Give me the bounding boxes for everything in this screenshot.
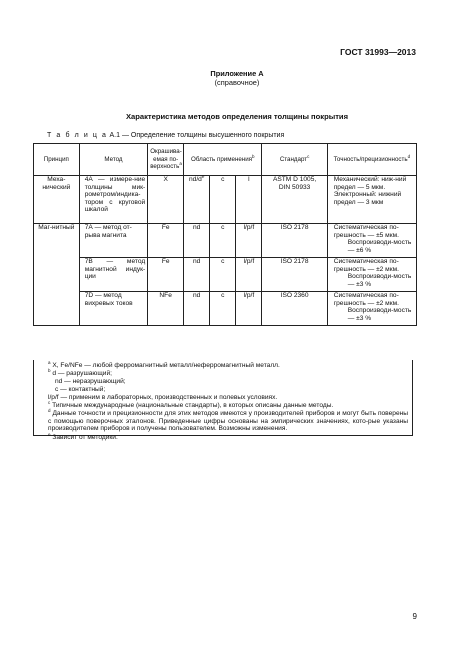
cell-standard: ISO 2178: [262, 258, 327, 292]
cell-method: 7В — метод магнитной индук-ции: [79, 258, 148, 292]
cell-standard: [262, 176, 327, 224]
cell-accuracy: [327, 224, 416, 258]
footnote-b2: nd — неразрушающий;: [55, 378, 126, 385]
cell-area3: l/p/f: [236, 258, 262, 292]
page-number: 9: [412, 612, 417, 621]
appendix-subtitle: (справочное): [214, 78, 260, 87]
cell-area2: c: [210, 224, 236, 258]
header-accuracy: [327, 144, 416, 176]
appendix-title: Приложение А: [210, 69, 264, 78]
footnote-d-text: Данные точности и прецизионности для этих методов имеются у производителей приборов и могут быть поверены с помощью поверочных эталонов. Приведенные цифры основаны на эмпирических значениях, кото-рые указаны производителем приборов и получены пользователем. Возможны изменения.: [48, 410, 408, 433]
header-area-sup: b: [252, 153, 255, 159]
appendix-heading: [0, 69, 474, 87]
cell-surface: NFe: [148, 292, 184, 326]
footnote-e-text: Зависит от методики.: [52, 434, 118, 441]
footnote-a-text: X, Fe/NFe — любой ферромагнитный металл/неферромагнитный металл.: [52, 362, 280, 369]
table-caption-label: Т а б л и ц а: [47, 132, 108, 139]
methods-table: [33, 143, 417, 326]
footnote-c-text: Типичные международные (национальные стандарты), в которых описаны данные методы.: [52, 402, 334, 409]
cell-accuracy-a: Систематическая по-грешность — ±5 мкм.: [333, 224, 399, 239]
table-row: [34, 292, 417, 326]
cell-method: 7А — метод от-рыва магнита: [79, 224, 148, 258]
footnote-e: [48, 431, 408, 442]
cell-standard-line2: DIN 50933: [278, 183, 311, 191]
footnote-d: [48, 407, 408, 433]
footnote-d-mark: d: [48, 407, 51, 413]
cell-area3: l/p/f: [236, 292, 262, 326]
doc-number: ГОСТ 31993—2013: [340, 47, 416, 57]
footnote-c: [48, 399, 408, 410]
table-caption: [47, 132, 284, 139]
cell-area2: c: [210, 292, 236, 326]
header-area-text: Область применения: [191, 155, 253, 163]
header-standard: [262, 144, 327, 176]
cell-accuracy-a: Систематическая по-грешность — ±2 мкм.: [333, 258, 399, 273]
cell-area1: nd: [184, 292, 210, 326]
cell-accuracy: Механический: ниж-ний предел — 5 мкм. Электронный: нижний предел — 3 мкм: [327, 176, 416, 224]
cell-surface: X: [148, 176, 184, 224]
footnote-b3: с — контактный;: [55, 386, 106, 393]
cell-accuracy-b: Воспроизводи-мость — ±3 %: [347, 307, 412, 322]
cell-accuracy: [327, 258, 416, 292]
table-row: [34, 224, 417, 258]
section-title: Характеристика методов определения толщины покрытия: [125, 112, 349, 121]
footnote-e-mark: e: [48, 431, 51, 437]
footnote-b: [48, 367, 408, 378]
header-method: Метод: [79, 144, 148, 176]
header-standard-sup: c: [307, 153, 310, 159]
header-surface-text: Окрашива-емая по-верхность: [150, 148, 182, 171]
table-row: [34, 176, 417, 224]
cell-area3: l: [236, 176, 262, 224]
cell-area1: [184, 173, 210, 224]
footnote-b-text: d — разрушающий;: [52, 370, 112, 377]
footnote-a: [48, 359, 408, 370]
footnote-c-mark: c: [48, 399, 51, 405]
cell-method: 7D — метод вихревых токов: [79, 292, 148, 326]
header-principle: Принцип: [34, 144, 80, 176]
cell-area2: c: [210, 176, 236, 224]
cell-surface: Fe: [148, 224, 184, 258]
cell-method: 4А — измере-ние толщины мик-рометром/индика-тором с круговой шкалой: [79, 176, 148, 224]
cell-standard: ISO 2360: [262, 292, 327, 326]
cell-area1: nd: [184, 224, 210, 258]
cell-standard: ISO 2178: [262, 224, 327, 258]
table-caption-text: А.1 — Определение толщины высушенного покрытия: [109, 132, 285, 139]
cell-accuracy-b: Воспроизводи-мость — ±3 %: [347, 273, 412, 288]
table-header-row: [34, 144, 417, 176]
cell-accuracy-a: Систематическая по-грешность — ±2 мкм.: [333, 292, 399, 307]
footnote-a-mark: a: [48, 359, 51, 365]
cell-accuracy-b: Воспроизводи-мость — ±6 %: [347, 239, 412, 254]
footnote-b4: l/p/f — применим в лабораторных, производственных и полевых условиях.: [48, 394, 278, 401]
header-standard-text: Стандарт: [279, 155, 308, 163]
table-row: [34, 258, 417, 292]
cell-principle: Маг-нитный: [34, 224, 80, 326]
header-surface: [148, 144, 184, 176]
cell-area1-text: nd/d: [188, 176, 202, 183]
cell-area2: c: [210, 258, 236, 292]
footnote-b-mark: b: [48, 367, 51, 373]
cell-principle: Меха-нический: [34, 176, 80, 224]
cell-standard-line1: ASTM D 1005,: [272, 176, 317, 183]
cell-area1-sup: e: [201, 173, 205, 179]
cell-accuracy: [327, 292, 416, 326]
header-area: [184, 144, 262, 176]
cell-area1: nd: [184, 258, 210, 292]
cell-surface: Fe: [148, 258, 184, 292]
cell-area3: l/p/f: [236, 224, 262, 258]
header-accuracy-sup: d: [407, 153, 411, 159]
header-accuracy-text: Точность/прецизионность: [333, 155, 408, 163]
header-surface-sup: a: [179, 161, 182, 167]
